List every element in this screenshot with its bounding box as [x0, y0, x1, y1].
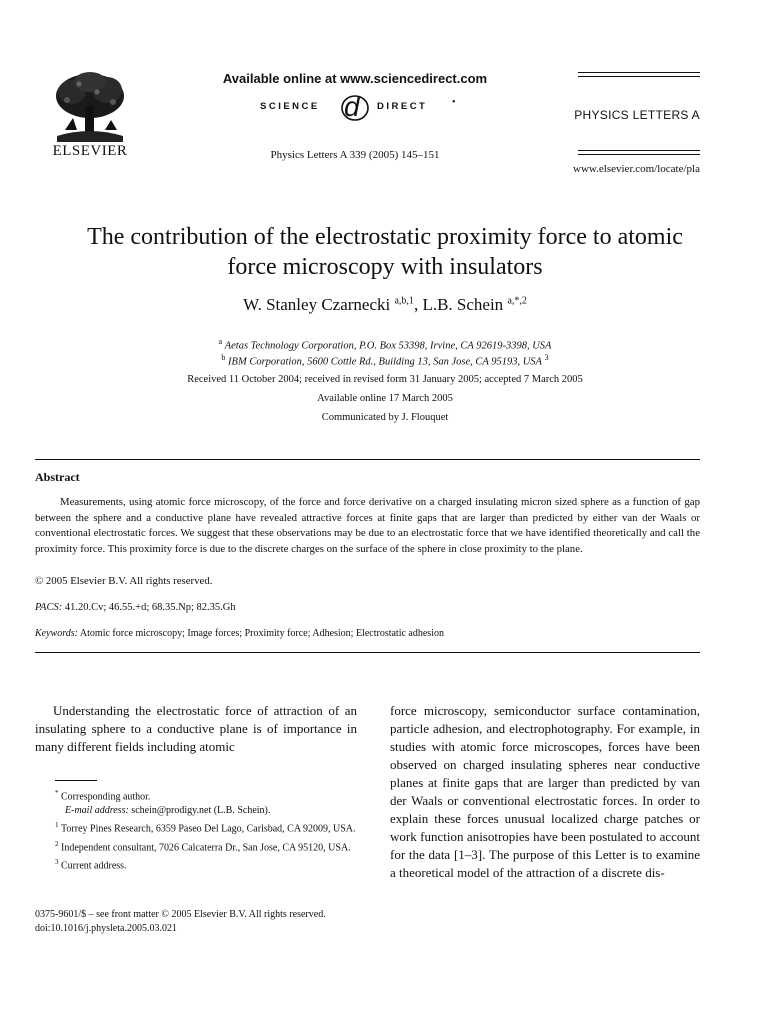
footnote-text: Current address. — [61, 860, 127, 872]
author-affil-marker: a,b,1 — [394, 295, 414, 307]
abstract-text: Measurements, using atomic force microscopy, of the force and force derivative on a charged insulating micron sized sphere as a function of gap between the sphere and a conductive plane have revealed attractive forces at finite gaps that are larger than predicted by either van der Waals or conventional electrostatic forces. We suggest that these observations may be due to an electrostatic force that we have identified theoretically and call the proximity force. This proximity force is due to the discrete charges on the surface of the sphere in close proximity to the plane. — [35, 496, 700, 555]
title-line-2: force microscopy with insulators — [227, 254, 543, 280]
email-label: E-mail address: — [65, 805, 129, 817]
affil-marker: a — [218, 337, 223, 346]
keywords-label: Keywords: — [35, 628, 78, 639]
footnote-text: Corresponding author. — [61, 791, 151, 803]
footnotes — [35, 786, 357, 873]
body-paragraph: Understanding the electrostatic force of attraction of an insulating sphere to a conductive plane is of importance in many different fields including atomic — [35, 703, 357, 754]
footnote-text: Independent consultant, 7026 Calcaterra Dr., San Jose, CA 95120, USA. — [61, 841, 351, 853]
issn-line: 0375-9601/$ – see front matter © 2005 Elsevier B.V. All rights reserved. — [35, 909, 326, 920]
available-online-date: Available online 17 March 2005 — [317, 393, 453, 404]
communicated-by: Communicated by J. Flouquet — [321, 412, 449, 423]
abstract-copyright: © 2005 Elsevier B.V. All rights reserved. — [35, 575, 213, 587]
elsevier-tree-icon — [47, 70, 133, 142]
footnote-3 — [35, 855, 357, 873]
author-name: L.B. Schein — [422, 295, 504, 314]
body-paragraph: force microscopy, semiconductor surface contamination, particle adhesion, and electrophotography. For example, in studies with atomic force microscopes, forces have been observed on charged insulating spheres near conductive planes at finite gaps that are larger than predicted by van der Waals or conventional electrostatic forces. In order to explain these forces unusual localized charge patches or work function anisotropies have been postulated to account for the data [1–3]. The purpose of this Letter is to examine a theoretical model of the attraction of a discrete dis- — [390, 703, 700, 880]
available-online-line: Available online at www.sciencedirect.com — [222, 71, 488, 86]
sd-circle-icon — [340, 94, 370, 122]
abstract-rule-bottom — [35, 652, 700, 653]
sd-science-text: SCIENCE — [260, 101, 320, 112]
footnote-marker: * — [55, 789, 59, 797]
footnote-marker: 2 — [55, 839, 59, 848]
received-dates: Received 11 October 2004; received in revised form 31 January 2005; accepted 7 March 2005 — [187, 374, 583, 385]
body-column-right — [390, 702, 700, 882]
keywords-line — [35, 628, 444, 639]
pacs-label: PACS: — [35, 602, 63, 613]
article-title — [40, 222, 730, 282]
author-separator: , — [413, 295, 423, 314]
affiliation-b — [40, 353, 730, 368]
header-rule-top — [578, 72, 700, 77]
header-rule-bottom — [578, 150, 700, 155]
sciencedirect-logo — [260, 91, 460, 122]
publisher-name: ELSEVIER — [52, 143, 128, 159]
journal-url[interactable]: www.elsevier.com/locate/pla — [573, 163, 700, 175]
pacs-value: 41.20.Cv; 46.55.+d; 68.35.Np; 82.35.Gh — [62, 602, 236, 613]
affil-marker: b — [221, 353, 226, 362]
footnote-marker: 1 — [55, 821, 59, 830]
sd-dot: • — [452, 97, 456, 108]
author-list — [40, 295, 730, 315]
keywords-value: Atomic force microscopy; Image forces; Proximity force; Adhesion; Electrostatic adhesion — [77, 628, 444, 639]
abstract-body — [35, 495, 700, 557]
journal-name: PHYSICS LETTERS A — [574, 108, 700, 122]
author-name: W. Stanley Czarnecki — [243, 295, 391, 314]
footnote-email — [35, 804, 357, 818]
footnote-2 — [35, 837, 357, 855]
abstract-heading: Abstract — [35, 470, 80, 484]
affil-text: IBM Corporation, 5600 Cottle Rd., Building 13, San Jose, CA 95193, USA — [228, 356, 542, 368]
footnote-text: Torrey Pines Research, 6359 Paseo Del Lago, Carlsbad, CA 92009, USA. — [61, 823, 356, 835]
footnote-corresponding — [35, 786, 357, 804]
affil-marker: 3 — [544, 353, 549, 362]
author-affil-marker: a,*,2 — [507, 295, 527, 307]
footnote-marker: 3 — [55, 857, 59, 866]
doi-line[interactable]: doi:10.1016/j.physleta.2005.03.021 — [35, 923, 177, 934]
title-line-1: The contribution of the electrostatic proximity force to atomic — [87, 224, 683, 250]
sd-direct-text: DIRECT — [377, 101, 428, 112]
email-value[interactable]: schein@prodigy.net (L.B. Schein). — [128, 805, 271, 817]
footnote-1 — [35, 818, 357, 836]
abstract-rule-top — [35, 459, 700, 460]
front-matter — [35, 908, 326, 936]
affil-text: Aetas Technology Corporation, P.O. Box 53398, Irvine, CA 92619-3398, USA — [224, 340, 552, 352]
elsevier-logo — [35, 70, 145, 165]
affiliation-a — [40, 337, 730, 352]
body-column-left — [35, 702, 357, 756]
sd-at-icon: d — [344, 91, 360, 122]
journal-citation: Physics Letters A 339 (2005) 145–151 — [270, 149, 440, 161]
pacs-line — [35, 602, 236, 613]
footnote-rule — [55, 780, 97, 781]
